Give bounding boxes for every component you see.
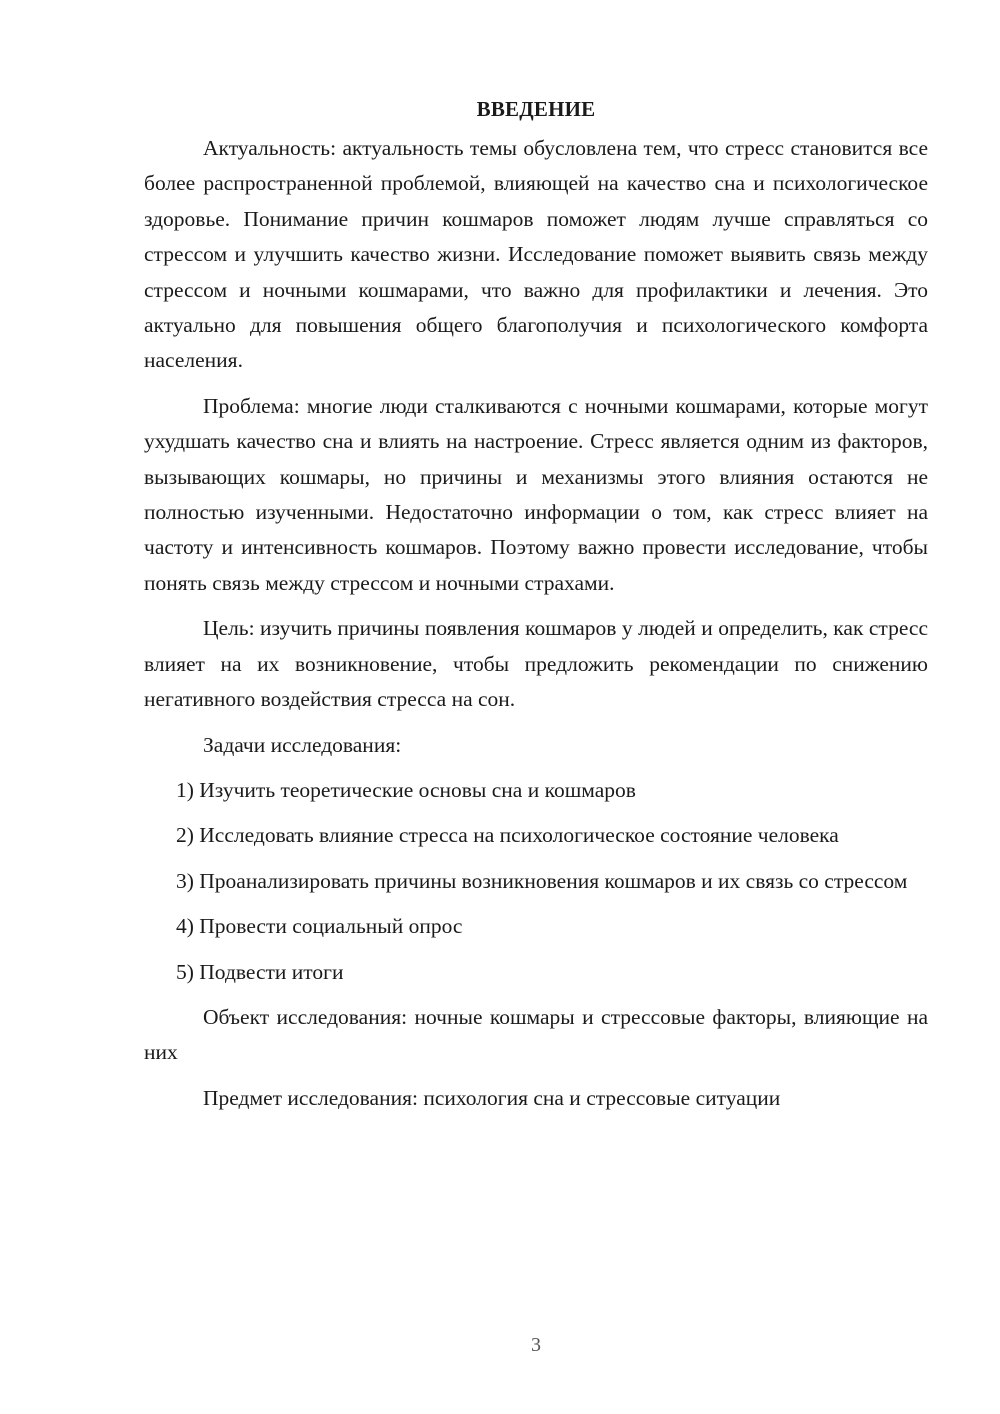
goal-paragraph: Цель: изучить причины появления кошмаров у людей и определить, как стресс влияет на их возникновение, чтобы предложить рекомендации по снижению негативного воздействия стресса на сон. bbox=[144, 616, 928, 712]
task-item-4: 4) Провести социальный опрос bbox=[176, 914, 463, 939]
page-title: ВВЕДЕНИЕ bbox=[476, 97, 596, 121]
task-item-1: 1) Изучить теоретические основы сна и кошмаров bbox=[176, 777, 636, 802]
tasks-heading: Задачи исследования: bbox=[203, 732, 402, 757]
relevance-paragraph: Актуальность: актуальность темы обусловлена тем, что стресс становится все более распространенной проблемой, влияющей на качество сна и психологическое здоровье. Понимание причин кошмаров поможет людям лучше справляться со стрессом и улучшить качество жизни. Исследование поможет выявить связь между стрессом и ночными кошмарами, что важно для профилактики и лечения. Это актуально для повышения общего благополучия и психологического комфорта населения. bbox=[144, 136, 928, 373]
object-paragraph: Объект исследования: ночные кошмары и стрессовые факторы, влияющие на них bbox=[144, 1004, 928, 1065]
page-number: 3 bbox=[531, 1334, 541, 1356]
problem-paragraph: Проблема: многие люди сталкиваются с ночными кошмарами, которые могут ухудшать качество сна и влиять на настроение. Стресс является одним из факторов, вызывающих кошмары, но причины и механизмы этого влияния остаются не полностью изученными. Недостаточно информации о том, как стресс влияет на частоту и интенсивность кошмаров. Поэтому важно провести исследование, чтобы понять связь между стрессом и ночными страхами. bbox=[144, 393, 928, 595]
page-content bbox=[144, 92, 928, 1116]
task-item-2: 2) Исследовать влияние стресса на психологическое состояние человека bbox=[176, 823, 839, 848]
subject-paragraph: Предмет исследования: психология сна и стрессовые ситуации bbox=[203, 1085, 781, 1110]
task-item-5: 5) Подвести итоги bbox=[176, 959, 344, 984]
task-item-3: 3) Проанализировать причины возникновения кошмаров и их связь со стрессом bbox=[176, 868, 908, 893]
